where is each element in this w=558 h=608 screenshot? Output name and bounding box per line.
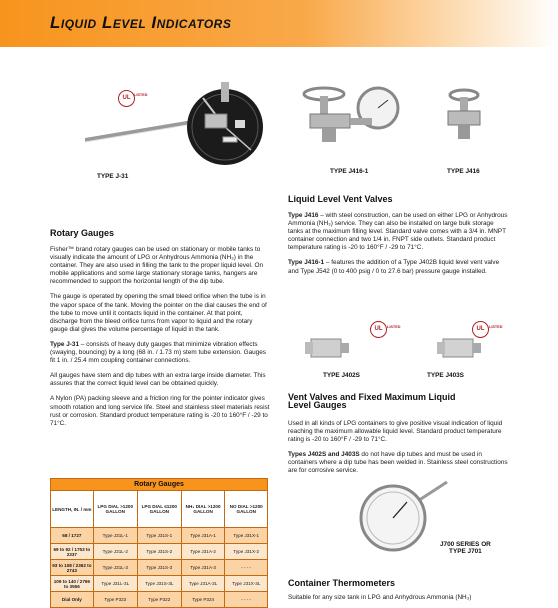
table-cell: - - - - <box>225 592 268 608</box>
table-cell: Type J31S-2 <box>137 544 181 560</box>
table-cell: Type J31X-2 <box>225 544 268 560</box>
table-row <box>51 560 268 576</box>
rotary-p2: The gauge is operated by opening the small bleed orifice when the tube is in the vapor space of the tank. Moving the pointer on the dial causes the end of the tube to move until it contacts liquid in the container. At that point, discharge from the bleed orifice turns from vapor to liquid and the rotary gauge dial gives the volume percentage of liquid in the tank. <box>50 293 267 333</box>
table-cell: 69 to 92 / 1753 to 2337 <box>51 544 94 560</box>
type-j416-1-text: – features the addition of a Type J402B liquid level vent valve and Type J542 (0 to 400 psig / 0 to 27.6 bar) pressure gauge installed. <box>288 259 500 275</box>
table-cell: 68 / 1727 <box>51 528 94 544</box>
vent-valve-image <box>440 85 488 145</box>
table-header-cell: NH₃ DIAL >1200 GALLON <box>181 491 225 528</box>
thermometers-heading: Container Thermometers <box>288 578 396 588</box>
rotary-p5: A Nylon (PA) packing sleeve and a friction ring for the pointer indicator gives smooth rotation and long service life. Steel and stainless steel materials resist rust or corrosion. Standard product temperature rating is -20 to 160°F / -29 to 71°C. <box>50 395 270 427</box>
table-cell: Type J31S-3 <box>137 560 181 576</box>
types-j402s-j403s-text: do not have dip tubes and must be used in containers where a dip tube has been welded in. Stainless steel constructions are for corrosive service. <box>288 451 508 475</box>
caption-j403s: TYPE J403S <box>427 372 464 379</box>
type-j31-text: – consists of heavy duty gauges that minimize vibration effects (swaying, bouncing) by a long (68 in. / 1.73 m) stem tube extension. Gauges fit 1 in. / 25.4 mm coupling container connections. <box>50 340 266 365</box>
table-cell: Type J31L-1 <box>93 528 137 544</box>
page-header <box>0 0 558 47</box>
type-j416-text: – with steel construction, can be used on either LPG or Anhydrous Ammonia (NH₃) service. They can also be installed on large bulk storage tanks at the maximum filling level. Standard valve comes with a 3/4 in. MNPT container connection and two 1/4 in. FNPT side outlets. Standard product temperature rating is -20 to 160°F / -29 to 71°C. <box>288 212 508 252</box>
ul-listed-icon: UL <box>370 321 387 338</box>
table-cell: Type J31X-1 <box>225 528 268 544</box>
vent-valve-j402s-image <box>303 333 351 363</box>
table-row <box>51 544 268 560</box>
types-j402s-j403s-lead: Types J402S and J403S <box>288 451 360 459</box>
ul-listed-icon: UL <box>118 90 135 107</box>
table-cell: Type J31A-1 <box>181 528 225 544</box>
table-cell: Dial Only <box>51 592 94 608</box>
table-cell: Type J31L-2 <box>93 544 137 560</box>
page-title: Liquid Level Indicators <box>50 13 232 32</box>
caption-j416: TYPE J416 <box>447 168 480 175</box>
rotary-gauges-table <box>50 478 268 608</box>
table-cell: Type J31A-2 <box>181 544 225 560</box>
table-header-cell: NO DIAL >1200 GALLON <box>225 491 268 528</box>
rotary-gauges-body <box>50 246 272 435</box>
rotary-gauge-image <box>85 72 275 180</box>
ul-listed-icon: UL <box>472 321 489 338</box>
thermometer-image <box>355 480 450 556</box>
caption-j700: J700 SERIES OR TYPE J701 <box>440 541 491 555</box>
fixed-gauges-heading: Vent Valves and Fixed Maximum Liquid Level Gauges <box>288 392 456 411</box>
table-cell: 109 to 140 / 2769 to 3556 <box>51 576 94 592</box>
table-cell: Type J31S-1 <box>137 528 181 544</box>
rotary-gauges-heading: Rotary Gauges <box>50 228 115 238</box>
table-cell: Type P324 <box>181 592 225 608</box>
table-cell: Type P322 <box>137 592 181 608</box>
caption-j31: TYPE J-31 <box>97 173 129 180</box>
table-row <box>51 592 268 608</box>
vent-valve-j403s-image <box>435 333 483 363</box>
rotary-p4: All gauges have stem and dip tubes with an extra large inside diameter. This assures that the correct liquid level can be obtained quickly. <box>50 372 266 388</box>
table-title: Rotary Gauges <box>51 479 268 491</box>
vent-valves-body <box>288 212 508 283</box>
table-row <box>51 528 268 544</box>
table-header-row <box>51 491 268 528</box>
type-j416-1-lead: Type J416-1 <box>288 259 325 267</box>
table-cell: Type J31L-3 <box>93 560 137 576</box>
table-cell: Type J31A-3L <box>181 576 225 592</box>
ul-listed-text: LISTED <box>489 325 503 329</box>
type-j416-lead: Type J416 <box>288 212 319 219</box>
rotary-p1: Fisher™ brand rotary gauges can be used on stationary or mobile tanks to visually indicate the amount of LPG or Anhydrous Ammonia (NH₃) in the container. They are also used in filling the tank to the proper liquid level. On mobile applications and some large stationary storage tanks, hangers are recommended to support the horizontal length of the dip tube. <box>50 246 264 286</box>
fixed-gauges-text: Used in all kinds of LPG containers to give positive visual indication of liquid reaching the maximum allowable liquid level. Standard product temperature rating is -20 to 160°F / -29 to 71°C. <box>288 420 503 444</box>
table-header-cell: LENGTH, IN. / mm <box>51 491 94 528</box>
caption-j416-1: TYPE J416-1 <box>330 168 369 175</box>
table-header-cell: LPG DIAL >1200 GALLON <box>93 491 137 528</box>
ul-listed-text: LISTED <box>387 325 401 329</box>
thermometers-text: Suitable for any size tank in LPG and Anhydrous Ammonia (NH₃) <box>288 594 472 601</box>
table-cell: Type J31X-3L <box>225 576 268 592</box>
table-cell: Type J31S-3L <box>137 576 181 592</box>
ul-listed-text: LISTED <box>134 93 148 97</box>
table-cell: - - - - <box>225 560 268 576</box>
caption-j402s: TYPE J402S <box>323 372 360 379</box>
table-cell: Type J31L-3L <box>93 576 137 592</box>
type-j31-lead: Type J-31 <box>50 340 80 348</box>
vent-valve-gauge-image <box>300 82 412 150</box>
fixed-gauges-body <box>288 420 508 483</box>
table-cell: Type J31A-3 <box>181 560 225 576</box>
table-row <box>51 576 268 592</box>
table-cell: 93 to 108 / 2362 to 2743 <box>51 560 94 576</box>
table-header-cell: LPG DIAL ≤1200 GALLON <box>137 491 181 528</box>
table-cell: Type P323 <box>93 592 137 608</box>
vent-valves-heading: Liquid Level Vent Valves <box>288 194 393 204</box>
